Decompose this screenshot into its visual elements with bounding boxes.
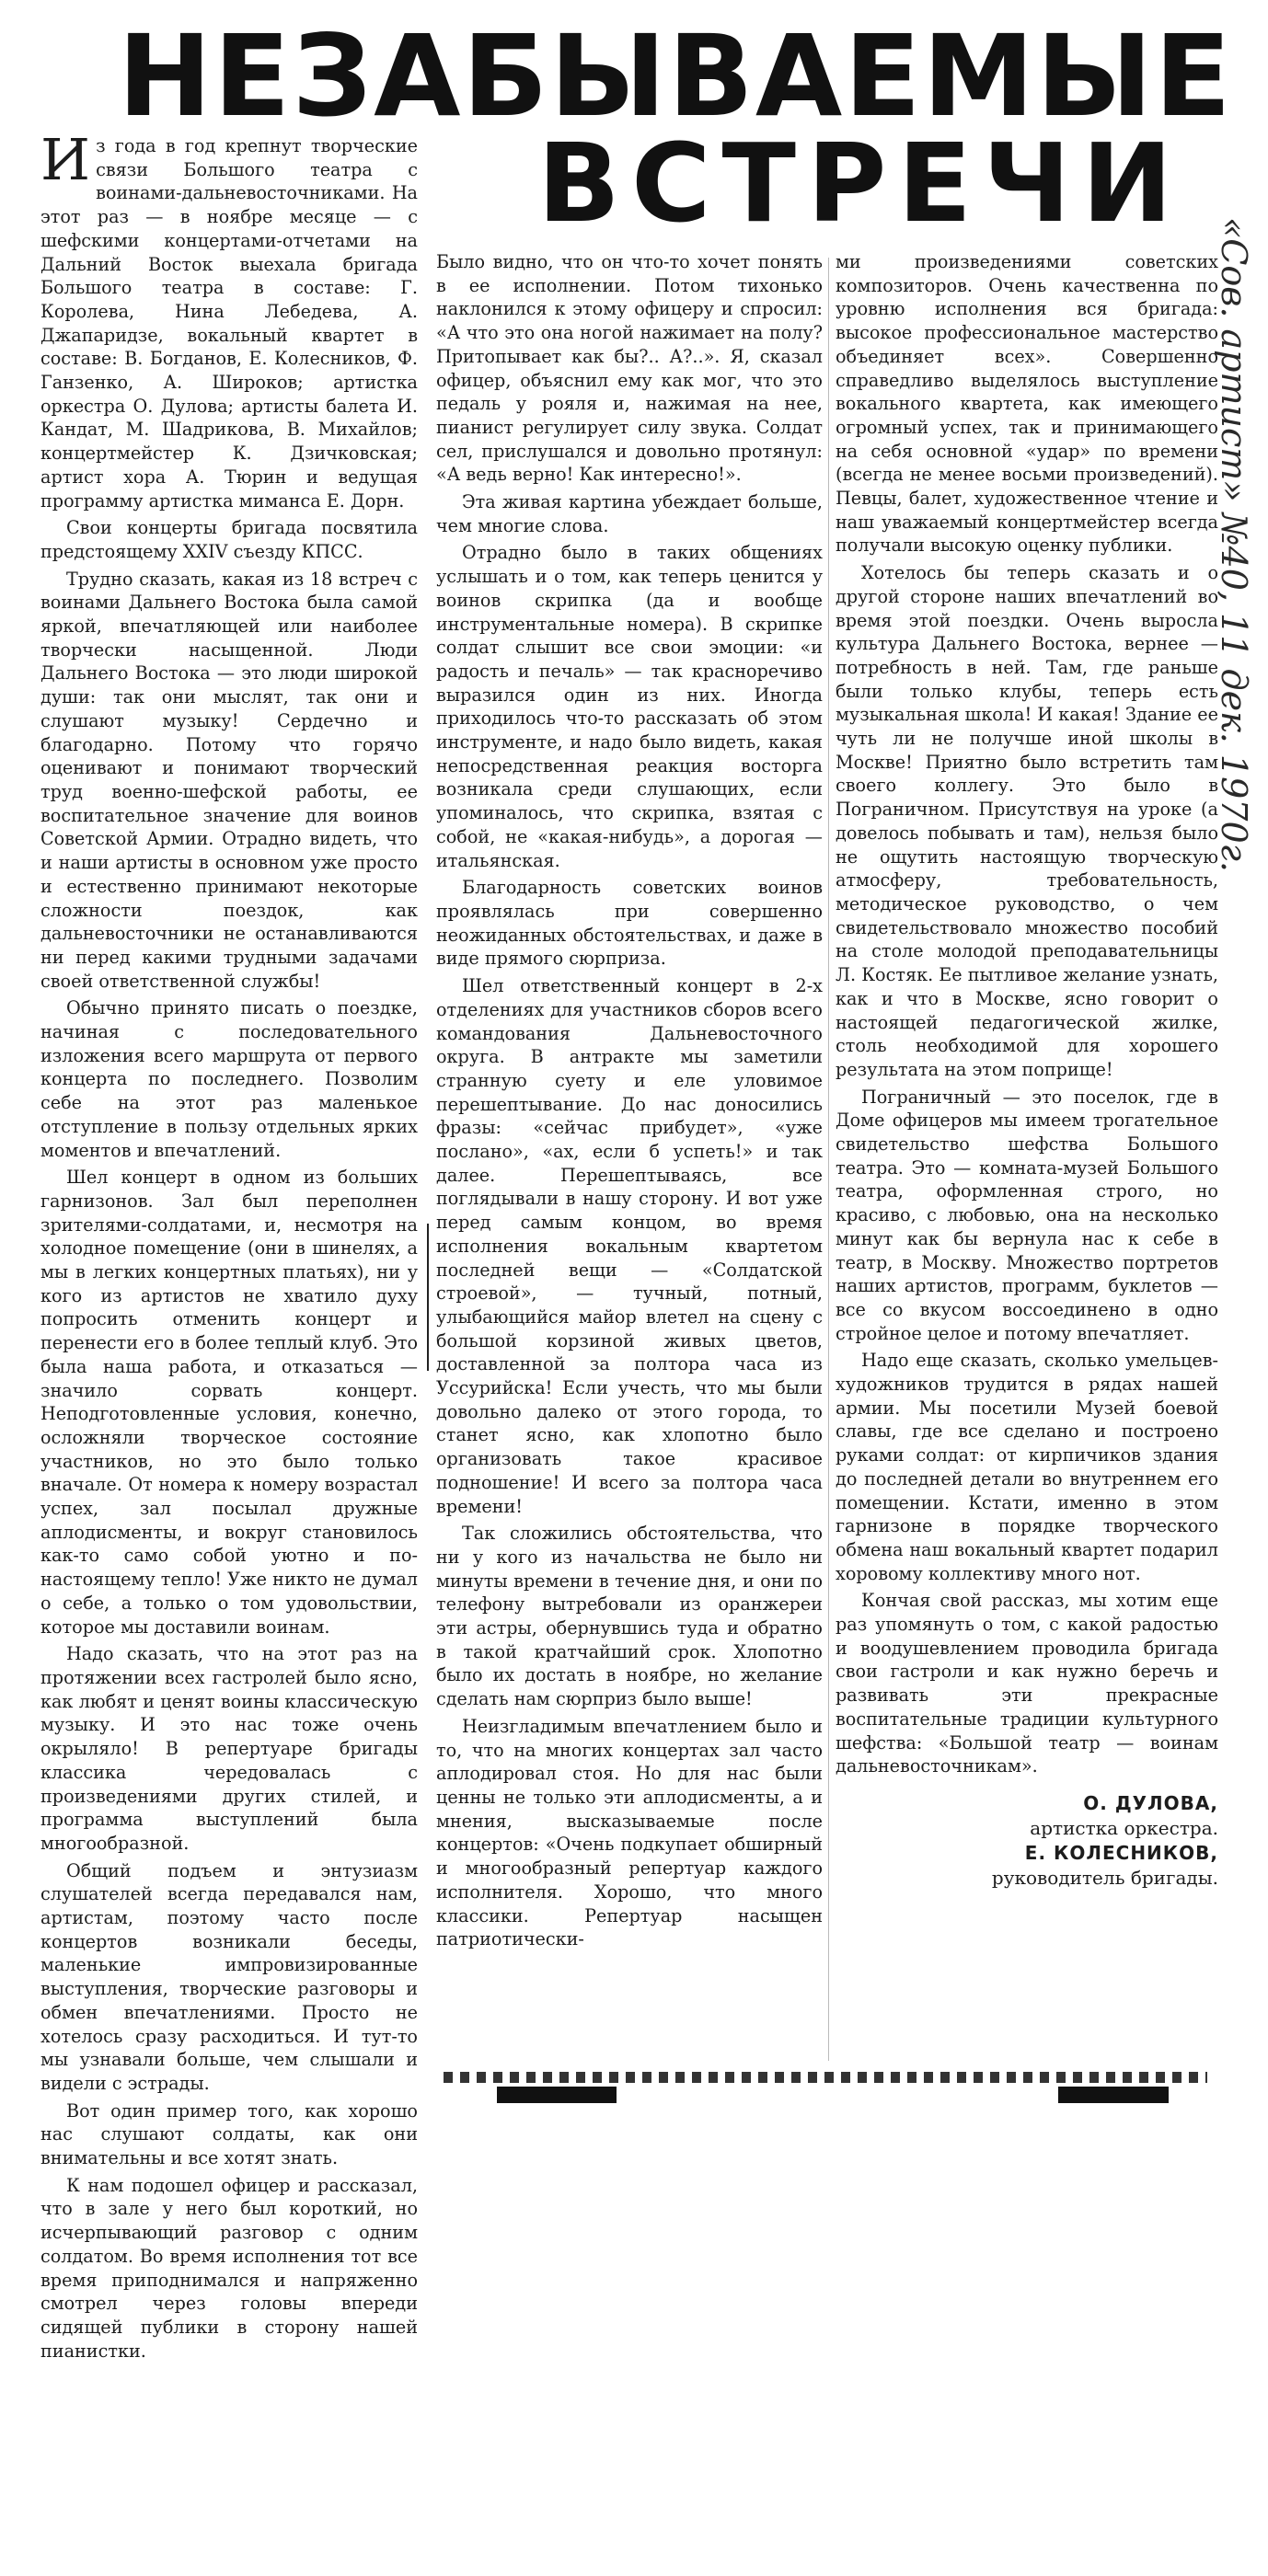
paragraph: [40, 126, 418, 512]
paragraph: Пограничный — это поселок, где в Доме офицеров мы имеем трогательное свидетельство шефства Большого театра. Это — комната-музей Большого театра, оформленная строго, но красиво, с любовью, она на несколько минут как бы вернула нас к себе в театр, в Москву. Множество портретов наших артистов, программ, буклетов — все со вкусом воссоединено в одно стройное целое и потому впечатляет.: [836, 1086, 1218, 1344]
paragraph: Надо сказать, что на этот раз на протяжении всех гастролей было ясно, как любят и ценят воины классическую музыку. И это нас тоже очень окрыляло! В репертуаре бригады классика чередовалась с произведениями других стилей, и программа выступлений была многообразной.: [40, 1643, 418, 1854]
paragraph: Кончая свой рассказ, мы хотим еще раз упомянуть о том, с какой радостью и воодушевлением проводила бригада свои гастроли и как нужно беречь и развивать эти прекрасные воспитательные традиции культурного шефства: «Большой театр — воинам дальневосточникам».: [836, 1590, 1218, 1777]
paragraph: Надо еще сказать, сколько умельцев-художников трудится в рядах нашей армии. Мы посетили Музей боевой славы, где все сделано и построено руками солдат: от кирпичиков здания до последней детали во внутреннем его помещении. Кстати, именно в этом гарнизоне в порядке творческого обмена наш вокальный квартет подарил хоровому коллективу много нот.: [836, 1350, 1218, 1584]
column-rule: [828, 258, 829, 2061]
paragraph: Свои концерты бригада посвятила предстоящему XXIV съезду КПСС.: [40, 517, 418, 562]
signature-block: [836, 1791, 1218, 1891]
paragraph: Неизгладимым впечатлением было и то, что на многих концертах зал часто аплодировал стоя. Но для нас были ценны не только эти аплодисменты, а и мнения, высказываемые после концертов: «Очень подкупает обширный и многообразный репертуар каждого исполнителя. Хорошо, что много классики. Репертуар насыщен патриотически-: [436, 1715, 823, 1950]
ink-mark: [497, 2087, 617, 2103]
drop-cap: И: [40, 126, 91, 193]
paragraph: Так сложились обстоятельства, что ни у кого из начальства не было ни минуты времени в течение дня, и они по телефону вытребовали из оранжереи эти астры, обернувшись туда и обратно в такой кратчайший срок. Хлопотно было их достать в ноябре, но желание сделать нам сюрприз было выше!: [436, 1523, 823, 1710]
paragraph: Благодарность советских воинов проявлялась при совершенно неожиданных обстоятельствах, и даже в виде прямого сюрприза.: [436, 877, 823, 970]
paragraph: Шел ответственный концерт в 2-х отделениях для участников сборов всего командования Дальневосточного округа. В антракте мы заметили странную суету и еле уловимое перешептывание. До нас доносились фразы: «сейчас прибудет», «уже послано», «ах, если б успеть!» и так далее. Перешептываясь, все поглядывали в нашу сторону. И вот уже перед самым концом, во время исполнения вокальным квартетом последней вещи — «Солдатской строевой», — тучный, потный, улыбающийся майор влетел на сцену с большой корзиной живых цветов, доставленной за полтора часа из Уссурийска! Если учесть, что мы были довольно далеко от этого города, то станет ясно, как хлопотно было организовать такое красивое подношение! И всего за полтора часа времени!: [436, 975, 823, 1517]
author-1-role: артистка оркестра.: [1030, 1817, 1218, 1839]
author-1-name: О. ДУЛОВА,: [1083, 1792, 1218, 1814]
handwritten-note-text: «Сов. артист» №40, 11 дек. 1970г.: [1214, 217, 1254, 872]
column-rule: [427, 1224, 429, 1371]
paragraph: Хотелось бы теперь сказать и о другой стороне наших впечатлений во время этой поездки. Очень выросла культура Дальнего Востока, вернее — потребность в ней. Там, где раньше были только клубы, теперь есть музыкальная школа! И какая! Здание ее чуть ли не получше иной школы в Москве! Приятно было встретить там своего коллегу. Это было в Пограничном. Присутствуя на уроке (а довелось побывать и там), нельзя было не ощутить настоящую творческую атмосферу, требовательность, методическое руководство, о чем свидетельствовало множество пособий на столе молодой преподавательницы Л. Костяк. Ее пытливое желание узнать, как и что в Москве, ясно говорит о настоящей педагогической жилке, столь необходимой для хорошего результата на этом поприще!: [836, 562, 1218, 1080]
headline-line-1: НЕЗАБЫВАЕМЫЕ: [118, 11, 1233, 142]
article-column-1: [40, 126, 418, 2366]
article-column-2: [436, 250, 823, 1955]
paragraph: ми произведениями советских композиторов. Очень качественна по уровню исполнения вся бригада: высокое профессиональное мастерство объединяет всех». Совершенно справедливо выделялось выступление вокального квартета, как имеющего огромный успех, так и принимающего на себя основной «удар» по времени (всегда не менее восьми произведений). Певцы, балет, художественное чтение и наш уважаемый концертмейстер всегда получали высокую оценку публики.: [836, 251, 1218, 557]
headline-line-2: ВСТРЕЧИ: [537, 120, 1184, 247]
paragraph: Обычно принято писать о поездке, начиная с последовательного изложения всего маршрута от первого концерта по последнего. Позволим себе на этот раз маленькое отступление в пользу отдельных ярких моментов и впечатлений.: [40, 997, 418, 1161]
paragraph: Общий подъем и энтузиазм слушателей всегда передавался нам, артистам, поэтому часто после концертов возникали беседы, маленькие импровизированные выступления, творческие разговоры и обмен впечатлениями. Просто не хотелось сразу расходиться. И тут-то мы узнавали больше, чем слышали и видели с эстрады.: [40, 1859, 418, 2094]
paragraph: Было видно, что он что-то хочет понять в ее исполнении. Потом тихонько наклонился к этому офицеру и спросил: «А что это она ногой нажимает на полу? Притопывает как бы?.. А?..». Я, сказал офицер, объяснил ему как мог, что это педаль у рояля и, нажимая на нее, пианист регулирует силу звука. Солдат сел, прислушался и довольно протянул: «А ведь верно! Как интересно!».: [436, 251, 823, 486]
article-column-3: [836, 250, 1218, 1891]
author-2-role: руководитель бригады.: [991, 1867, 1218, 1889]
paragraph: К нам подошел офицер и рассказал, что в зале у него был короткий, но исчерпывающий разговор с одним солдатом. Во время исполнения тот все время приподнимался и напряженно смотрел через головы впереди сидящей публики в сторону нашей пианистки.: [40, 2174, 418, 2362]
paragraph: Трудно сказать, какая из 18 встреч с воинами Дальнего Востока была самой яркой, впечатляющей или наиболее творчески насыщенной. Люди Дальнего Востока — это люди широкой души: так они мыслят, так они и слушают музыку! Сердечно и благодарно. Потому что горячо оценивают и понимают творческий труд военно-шефской работы, ее воспитательное значение для воинов Советской Армии. Отрадно видеть, что и наши артисты в основном уже просто и естественно принимают некоторые сложности поездок, как дальневосточники не останавливаются ни перед какими трудными задачами своей ответственной службы!: [40, 568, 418, 992]
paragraph: Отрадно было в таких общениях услышать и о том, как теперь ценится у воинов скрипка (да и вообще инструментальные номера). В скрипке солдат слышит все свои эмоции: «и радость и печаль» — так красноречиво выразился один из них. Иногда приходилось что-то рассказать об этом инструменте, и надо было видеть, какая непосредственная реакция восторга возникала среди слушающих, если упоминалось, что скрипка, взятая с собой, не «какая-нибудь», а дорогая — итальянская.: [436, 542, 823, 871]
cut-line: [444, 2072, 1207, 2083]
handwritten-annotation: [1214, 217, 1268, 1137]
paragraph-text: з года в год крепнут творческие связи Большого театра с воинами-дальневосточниками. На этот раз — в ноябре месяце — с шефскими концертами-отчетами на Дальний Восток выехала бригада Большого театра в составе: Г. Королева, Нина Лебедева, А. Джапаридзе, вокальный квартет в составе: В. Богданов, Е. Колесников, Ф. Ганзенко, А. Широков; артистка оркестра О. Дулова; артисты балета И. Кандат, М. Шадрикова, В. Михайлов; концертмейстер К. Дзичковская; артист хора А. Тюрин и ведущая программу артистка миманса Е. Дорн.: [40, 135, 418, 512]
paragraph: Шел концерт в одном из больших гарнизонов. Зал был переполнен зрителями-солдатами, и, несмотря на холодное помещение (они в шинелях, а мы в легких концертных платьях), ни у кого из артистов не хватило духу попросить отменить концерт и перенести его в более теплый клуб. Это была наша работа, и отказаться — значило сорвать концерт. Неподготовленные условия, конечно, осложняли творческое состояние участников, но это было только вначале. От номера к номеру возрастал успех, зал посылал дружные аплодисменты, и вокруг становилось как-то само собой уютно и по-настоящему тепло! Уже никто не думал о себе, а только о том удовольствии, которое мы доставили воинам.: [40, 1167, 418, 1638]
paragraph: Вот один пример того, как хорошо нас слушают солдаты, как они внимательны и все хотят знать.: [40, 2099, 418, 2169]
paragraph: Эта живая картина убеждает больше, чем многие слова.: [436, 491, 823, 536]
author-2-name: Е. КОЛЕСНИКОВ,: [1024, 1842, 1218, 1864]
ink-mark: [1058, 2087, 1169, 2103]
